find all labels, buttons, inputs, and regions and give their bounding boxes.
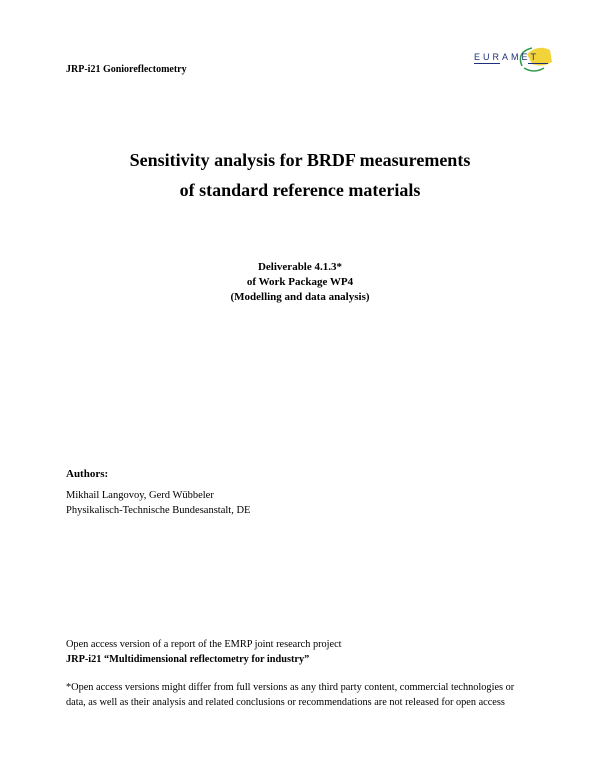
euramet-logo xyxy=(472,44,566,74)
header-project-name: JRP-i21 Gonioreflectometry xyxy=(66,64,187,75)
document-title-line-2: of standard reference materials xyxy=(179,180,421,200)
footer-note-line-1: *Open access versions might differ from full versions as any third party content, commercial technologies or xyxy=(66,682,515,693)
work-package-name: (Modelling and data analysis) xyxy=(230,291,370,303)
footer-note-line-2: data, as well as their analysis and related conclusions or recommendations are not released for open access xyxy=(66,697,505,708)
svg-text:EURAMET: EURAMET xyxy=(474,52,540,62)
deliverable-number: Deliverable 4.1.3* xyxy=(257,261,342,273)
work-package: of Work Package WP4 xyxy=(246,276,354,288)
footer-project-title: JRP-i21 “Multidimensional reflectometry for industry” xyxy=(66,654,310,665)
authors-heading: Authors: xyxy=(66,468,109,480)
footer-open-access: Open access version of a report of the EMRP joint research project xyxy=(66,639,342,650)
author-names: Mikhail Langovoy, Gerd Wübbeler xyxy=(66,490,214,501)
document-title-line-1: Sensitivity analysis for BRDF measurements xyxy=(129,150,471,170)
author-institution: Physikalisch-Technische Bundesanstalt, DE xyxy=(66,505,251,516)
